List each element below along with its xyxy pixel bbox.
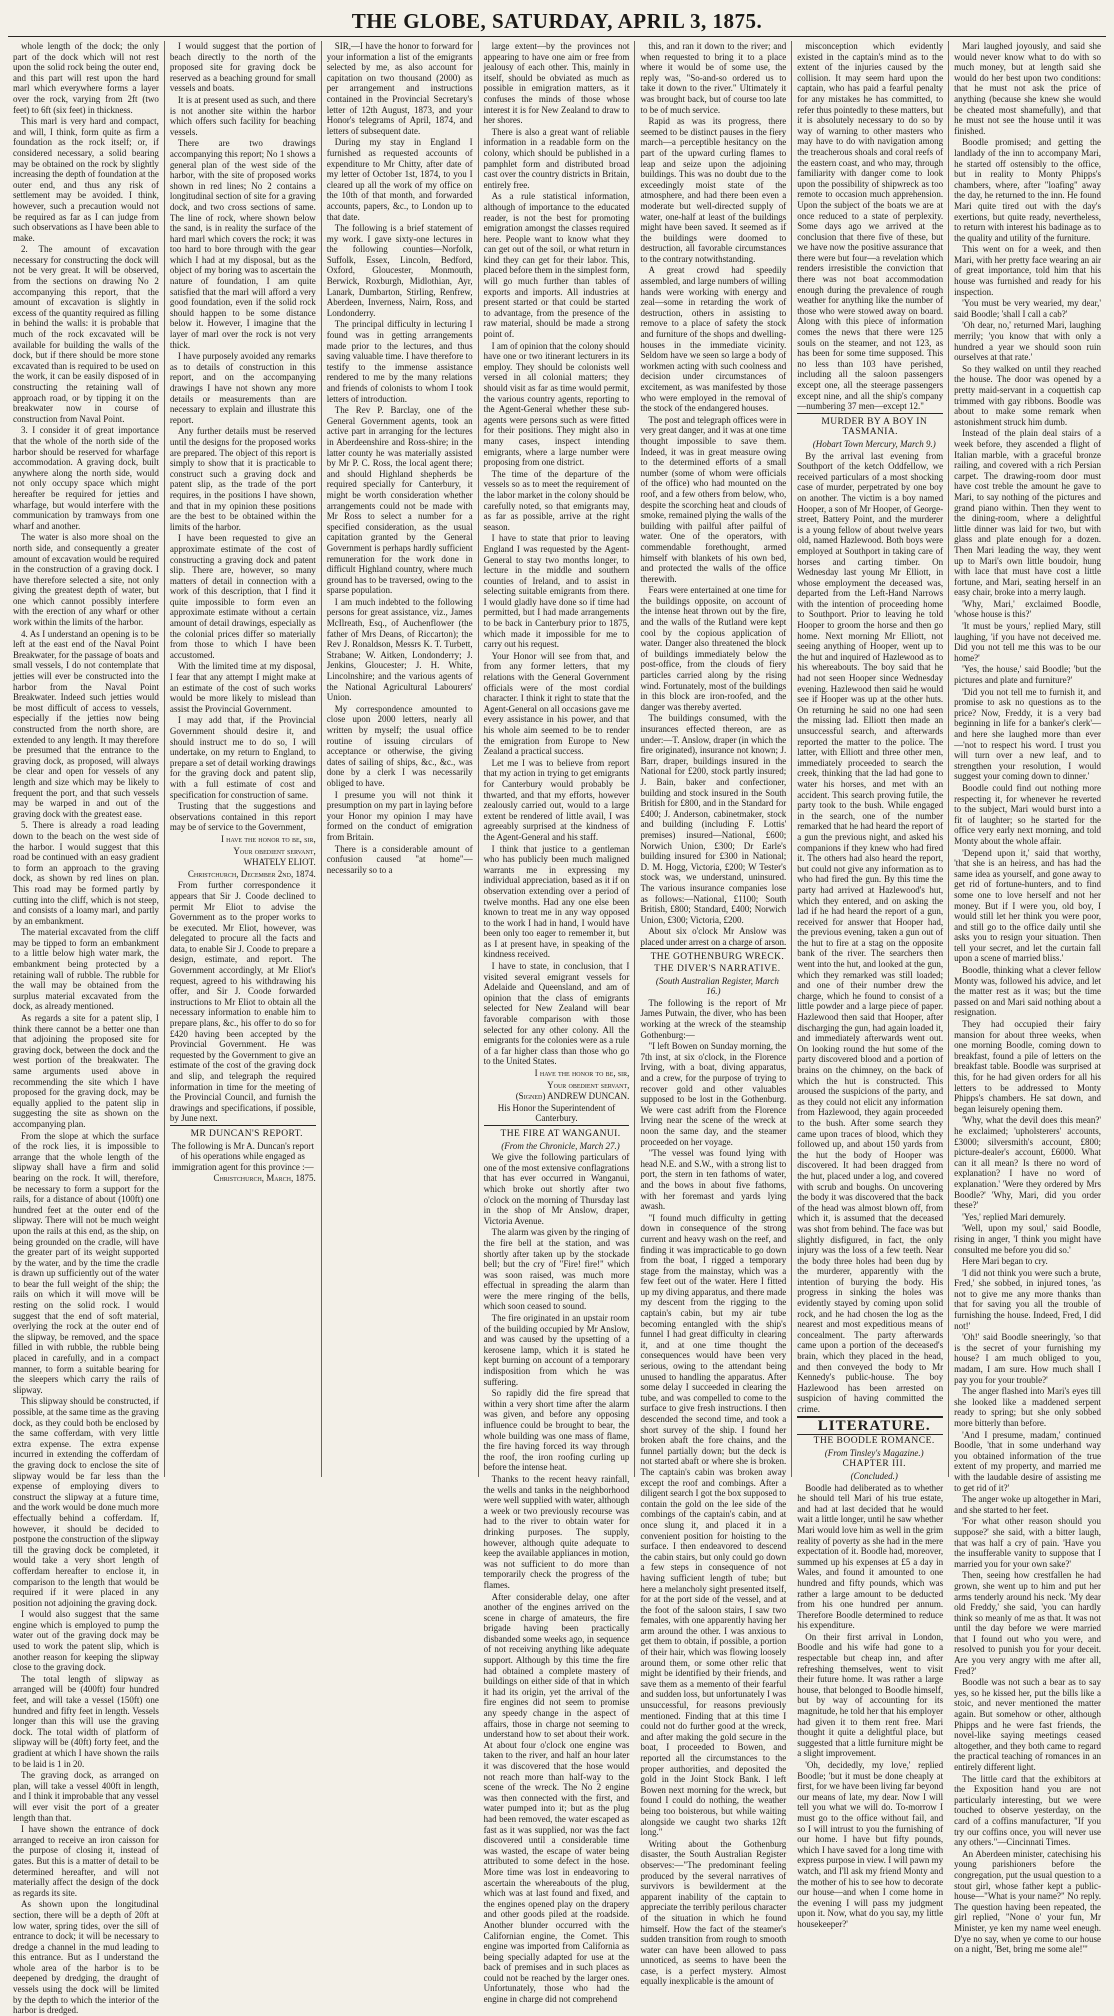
col5-paragraph-8: (Concluded.) <box>850 1470 898 1481</box>
col2-paragraph-25: There is a considerable amount of confusion caused "at home"—necessarily so to a <box>326 843 473 875</box>
col6-paragraph-16: 'Yes,' replied Mari demurely. <box>962 1211 1066 1222</box>
col3-paragraph-11: Your obedient servant, <box>547 1079 630 1090</box>
col2-paragraph-23: My correspondence amounted to close upon 2000 letters, nearly all written by myself; the usual office routine of issuing circulars of acceptance or otherwise, the giving dates of sailing of ships, &c., &c., was done by a clerk I was necessarily obliged to have. <box>326 703 473 788</box>
col3-paragraph-20: Thanks to the recent heavy rainfall, the wells and tanks in the neighborhood were well supplied with water, although a week or two previously recourse was had to the river to obtain water for drinking purposes. The supply, however, although quite adequate to keep the available appliances in motion, was not sufficient to do more than temporarily check the progress of the flames. <box>483 1473 630 1590</box>
col1-paragraph-13: The graving dock, as arranged on plan, will take a vessel 400ft in length, and I think it improbable that any vessel will ever visit the port of a greater length than that. <box>13 1770 159 1823</box>
col1-paragraph-15: As shown upon the longitudinal section, there will be a depth of 20ft at low water, spring tides, over the sill of entrance to dock; it will be necessary to dredge a channel in the mud leading to this entrance. But as I understand the whole area of the harbor is to be deepened by dredging, the draught of vessels using the dock will be limited by the depth to which the interior of the harbor is dredged. <box>13 1899 159 2016</box>
col2-paragraph-16: Christchurch, March, 1875. <box>213 1173 316 1184</box>
col6-paragraph-28: An Aberdeen minister, catechising his young parishioners before the congregation, put the usual question to a stout girl, whose father kept a public-house—"What is your name?" No reply. The question having been repeated, the girl replied, "None o' your fun, Mr Minister, ye ken my name weel eneugh. D'ye no say, when ye come to our house on a night, 'Bet, bring me some ale!'" <box>954 1848 1102 1955</box>
col2-paragraph-20: The principal difficulty in lecturing I found was in getting arrangements made prior to the lectures, and thus saving valuable time. I have therefore to testify to the immense assistance rendered to me by the many relations and friends of colonists to whom I took letters of introduction. <box>326 319 473 404</box>
col5-paragraph-5: THE BOODLE ROMANCE. <box>813 1436 935 1447</box>
col4-paragraph-5: The buildings consumed, with the insurances effected thereon, are as under:—T. Anslow, draper (in which the fire originated), insurance not known; J. Barr, draper, buildings insured in the National for £200, stock partly insured; J. Bain, baker and confectioner, building and stock insured in the South British for £800, and in the Standard for £400; J. Anderson, cabinetmaker, stock and building (including F. Lottis' premises) insured—National, £600; Norwich Union, £300; Dr Earle's building insured for £300 in National; D. M. Hogg, Victoria, £200; W Tester's stock was, we understand, uninsured. The various insurance companies lose as follows:—National, £1100; South British, £800; Standard, £400; Norwich Union, £300; Victoria, £200. <box>640 713 787 925</box>
col6-paragraph-22: 'And I presume, madam,' continued Boodle, 'that in some underhand way you obtained information of the true extent of my property, and married me with the laudable desire of assisting me to get rid of it?' <box>954 1429 1102 1493</box>
col2-paragraph-4: Any further details must be reserved until the designs for the proposed works are prepared. The object of this report is simply to show that it is practicable to construct such a graving dock and patent slip, as the trade of the port requires, in the positions I have shown, and that in my opinion these positions are the best to be obtained within the limits of the harbor. <box>169 426 316 532</box>
col3-paragraph-6: Your Honor will see from that, and from any former letters, that my relations with the General Government officials were of the most cordial character. I think it right to state that the Agent-General on all occasions gave me every assistance in his power, and that his whole aim seemed to be to render the emigration from Europe to New Zealand a practical success. <box>483 650 630 757</box>
col6-paragraph-24: 'For what other reason should you suppose?' she said, with a bitter laugh, that was half a cry of pain. 'Have you the insufferable vanity to suppose that I married you for your own sake?' <box>954 1516 1102 1569</box>
col6-paragraph-12: 'Depend upon it,' said that worthy, 'that she is an heiress, and has had the same idea as yourself, and gone away to get rid of fortune-hunters, and to find some one to love herself and not her money. But if I were you, old boy, I would still let her think you were poor, and still go to the office daily until she asks you to resign your situation. Then tell your secret, and let the curtain fall upon a scene of married bliss.' <box>954 847 1102 964</box>
col5-paragraph-10: On their first arrival in London, Boodle and his wife had gone to a respectable but cheap inn, and after refreshing themselves, went to visit their future home. It was rather a large house, that belonged to Boodle himself, but by way of accounting for its magnitude, he told her that his employer had given it to them rent free. Mari thought it quite a delightful place, but suggested that a little furniture might be a slight improvement. <box>797 1631 944 1759</box>
col6-paragraph-9: 'Yes, the house,' said Boodle; 'but the pictures and plate and furniture?' <box>954 664 1102 686</box>
col6-paragraph-27: The little card that the exhibitors at the Exposition hand you are not particularly interesting, but we were touched to observe yesterday, on the card of a coffins manufacturer, "If you try our coffins once, you will never use any others."—Cincinnati Times. <box>954 1773 1102 1848</box>
col1-paragraph-10: This slipway should be constructed, if possible, at the same time as the graving dock, as they could both be enclosed by the same cofferdam, with very little extra expense. The extra expense incurred in extending the cofferdam of the graving dock to enclose the site of slipway would be far less than the expense of employing divers to construct the slipway at a future time, and the work would be done much more effectually behind a cofferdam. If, however, it should be decided to postpone the construction of the slipway till the graving dock be completed, it would take a very short length of cofferdam hereafter to enclose it, in comparison to the length that would be required if it were placed in any position not adjoining the graving dock. <box>13 1396 159 1608</box>
col4-paragraph-14: Writing about the Gothenburg disaster, the South Australian Register observes:—"The predominant feeling produced by the several narratives of survivors is bewilderment at the apparent inability of the captain to appreciate the terribly perilous character of the situation in which he found himself. How the fact of the steamer's sudden transition from rough to smooth water can have been allowed to pass unnoticed, as seems to have been the case, is a perfect mystery. Almost equally inexplicable is the amount of <box>640 1838 787 1987</box>
col3-paragraph-1: There is also a great want of reliable information in a readable form on the colony, which should be published in a pamphlet form and distributed broad cast over the country districts in Britain, entirely free. <box>483 126 630 190</box>
col2-paragraph-0: I would suggest that the portion of beach directly to the north of the proposed site for graving dock be reserved as a beaching ground for small vessels and boats. <box>169 41 316 94</box>
col1-paragraph-1: This marl is very hard and compact, and will, I think, form quite as firm a foundation as the rock itself; or, if considered necessary, a solid bearing may be obtained on the rock by slightly increasing the depth of foundation at the outer end, and thus any risk of settlement may be avoided. I think, however, such a precaution would not be required as far as I can judge from such observations as I have been able to make. <box>13 116 159 243</box>
col6-paragraph-14: They had occupied their fairy mansion for about three weeks, when one morning Boodle, coming down to breakfast, found a pile of letters on the breakfast table. Boodle was surprised at this, for he had given orders for all his letters to be addressed to Monty Phipps's chambers. He sat down, and began leisurely opening them. <box>954 1019 1102 1114</box>
col5-paragraph-1: MURDER BY A BOY IN TASMANIA. <box>797 413 943 438</box>
col2-paragraph-8: Trusting that the suggestions and observations contained in this report may be of service to the Government, <box>169 801 316 833</box>
col3-paragraph-19: So rapidly did the fire spread that within a very short time after the alarm was given, and before any opposing influence could be brought to bear, the whole building was one mass of flame, the fire having forced its way through the roof, the iron roofing curling up before the intense heat. <box>483 1388 630 1473</box>
col4-paragraph-1: Rapid as was its progress, there seemed to be distinct pauses in the fiery march—a perceptible hesitancy on the part of the upward curling flames to leap and seize upon the adjoining buildings. This was no doubt due to the exceedingly moist state of the atmosphere, and had there been even a moderate but well-directed supply of water, one-half at least of the buildings might have been saved. It seemed as if the buildings were doomed to destruction, all favorable circumstances to the contrary notwithstanding. <box>640 116 787 264</box>
col2-paragraph-11: WHATELY ELIOT. <box>243 857 316 868</box>
col1-paragraph-11: I would also suggest that the same engine which is employed to pump the water out of the graving dock may be used to work the patent slip, which is another reason for keeping the slipway close to the graving dock. <box>13 1609 159 1673</box>
col1-paragraph-6: 5. There is already a road leading down to the beach on the west side of the harbor. I would suggest that this road be continued with an easy gradient to form an approach to the graving dock, as shown by red lines on plan. This road may be formed partly by cutting into the cliff, which is not steep, and consists of a loamy marl, and partly by an embankment. <box>13 820 159 926</box>
col3-paragraph-0: large extent—by the provinces not appearing to have one aim or free from jealousy of each other. This, mainly in itself, should be obviated as much as possible in emigration matters, as it confuses the minds of those whose interest it is for New Zealand to draw to her shores. <box>483 41 630 126</box>
col6-paragraph-4: 'Oh dear, no,' returned Mari, laughing merrily; 'you know that with only a hundred a year we should soon ruin ourselves at that rate.' <box>954 320 1102 363</box>
col6-paragraph-13: Boodle, thinking what a clever fellow Monty was, followed his advice, and let the matter rest as it was; but the time passed on and Mari said nothing about a resignation. <box>954 965 1102 1018</box>
col1-paragraph-5: 4. As I understand an opening is to be left at the east end of the Naval Point Breakwater, for the passage of boats and small vessels, I do not contemplate that jetties will ever be constructed into the harbor from the Naval Point Breakwater. Indeed such jetties would be most difficult of access to vessels, especially if the jetties now being constructed from the north shore, are extended to any length. It may therefore be presumed that the entrance to the graving dock, as proposed, will always be clear and open for vessels of any length and size which may be likely to frequent the port, and that such vessels may be warped in and out of the graving dock with the greatest ease. <box>13 628 159 819</box>
col2-paragraph-18: During my stay in England I furnished as requested accounts of expenditure to Mr Chitty, after date of my letter of October 1st, 1874, to you I cleared up all the work of my office on the 10th of that month, and forwarded accounts, papers, &c., to London up to that date. <box>326 137 473 222</box>
col2-paragraph-12: Christchurch, December 2nd, 1874. <box>187 868 316 879</box>
col3-paragraph-16: We give the following particulars of one of the most extensive conflagrations that has ever occurred in Wanganui, which broke out shortly after two o'clock on the morning of Thursday last in the shop of Mr Anslow, draper, Victoria Avenue. <box>483 1152 630 1226</box>
col4-paragraph-8: THE DIVER'S NARRATIVE. <box>654 964 781 975</box>
col5-paragraph-0: misconception which evidently existed in the captain's mind as to the extent of the injuries caused by the collision. It may seem hard upon the captain, who has paid a fearful penalty for any mistakes he has committed, to refer thus pointedly to these matters, but it is absolutely necessary to do so by way of warning to other masters who may have to do with navigation among the treacherous shoals and coral reefs of the eastern coast, and who may, through familiarity with danger come to look upon the possibility of shipwreck as too remote to occasion much apprehension. Upon the subject of the boats we are at once reduced to a state of perplexity. Some days ago we arrived at the conclusion that there five of these, but we have now the positive assurance that there were but four—a revelation which renders irresistible the conviction that there was not boat accommodation enough during the prevalence of rough weather for anything like the number of those who were stowed away on board. Along with this piece of information comes the news that there were 125 souls on the steamer, and not 123, as has been for some time supposed. This no less than 103 have perished, including all the saloon passengers except one, all the steerage passengers except nine, and all the ship's company—numbering 37 men—except 12." <box>797 41 944 412</box>
column-1 <box>8 41 165 2016</box>
col6-paragraph-21: The anger flashed into Mari's eyes till she looked like a maddened serpent ready to spring; but she only sobbed more bitterly than before. <box>954 1386 1102 1428</box>
col6-paragraph-23: The anger woke up altogether in Mari, and she started to her feet. <box>954 1494 1102 1515</box>
col4-paragraph-11: "I left Bowen on Sunday morning, the 7th inst, at six o'clock, in the Florence Irving, with a boat, diving apparatus, and a crew, for the purpose of trying to recover gold and other valuables supposed to be lost in the Gothenburg. We were cast adrift from the Florence Irving near the scene of the wreck at noon the same day, and the steamer proceeded on her voyage. <box>640 1041 787 1147</box>
col6-paragraph-19: 'I did not think you were such a brute, Fred,' she sobbed, in injured tones, 'as not to give me any more thanks than that for saving you all the trouble of furnishing the house. Indeed, Fred, I did not!' <box>954 1267 1102 1331</box>
col1-paragraph-7: The material excavated from the cliff may be tipped to form an embankment to a little below high water mark, the embankment being protected by a retaining wall of rubble. The rubble for the wall may be obtained from the surplus material excavated from the dock, as already mentioned. <box>13 927 159 1012</box>
col3-paragraph-10: I have the honor to be, sir, <box>534 1068 630 1078</box>
col4-paragraph-6: About six o'clock Mr Anslow was placed under arrest on a charge of arson. <box>640 926 787 947</box>
column-6 <box>792 41 949 1929</box>
column-2 <box>165 41 322 1477</box>
col5-paragraph-2: (Hobart Town Mercury, March 9.) <box>812 438 936 449</box>
col3-paragraph-14: THE FIRE AT WANGANUI. <box>484 1125 630 1140</box>
col3-paragraph-13: His Honor the Superintendent of Canterbury. <box>497 1102 616 1124</box>
col6-paragraph-1: Boodle promised; and getting the landlady of the inn to accompany Mari, he started off ostensibly to the office, but in reality to Monty Phipps's chambers, where, after "loafing" away the day, he returned to the inn. He found Mari quite tired out with the day's exertions, but quite ready, nevertheless, to return with interest his badinage as to the quality and utility of the furniture. <box>954 137 1102 243</box>
col5-paragraph-9: Boodle had deliberated as to whether he should tell Mari of his true estate, and had at last decided that he would wait a little longer, until he saw whether Mari would love him as well in the grim reality of poverty as she had in the mere expectation of it. Boodle had, moreover, summed up his expenses at £5 a day in Wales, and found it amounted to one hundred and fifty pounds, which was rather a large amount to be deducted from his one hundred per annum. Therefore Boodle determined to reduce his expenditure. <box>797 1482 944 1631</box>
col6-paragraph-6: Instead of the plain deal stairs of a week before, they ascended a flight of Italian marble, with a graceful bronze railing, and covered with a rich Persian carpet. The drawing-room door must have cost treble the amount he gave to Mari, to say nothing of the pictures and grand piano within. Then they went to the dining-room, where a delightful little dinner was laid for two, but with glass and plate enough for a dozen. Then Mari leading the way, they went up to Mari's own little boudoir, hung with lace that must have cost a little fortune, and Mari, seating herself in an easy chair, broke into a merry laugh. <box>954 428 1102 598</box>
column-3 <box>322 41 479 1477</box>
col6-paragraph-7: 'Why, Mari,' exclaimed Boodle, 'whose house is this?' <box>954 598 1102 620</box>
col3-paragraph-8: I think that justice to a gentleman who has publicly been much maligned warrants me in expressing my individual appreciation, based as it if on observation extending over a period of twelve months. Had any one else been known to treat me in any way opposed to the work I had in hand, I would have been only too eager to remember it, but as I at present have, in speaking of the kindness received. <box>483 843 630 960</box>
col6-paragraph-0: Mari laughed joyously, and said she would never know what to do with so much money, but at length said she would do her best upon two conditions: that he must not ask the price of anything (because she knew she would be cheated most shamefully), and that he must not see the house until it was finished. <box>954 41 1102 136</box>
col2-paragraph-9: I have the honor to be, sir, <box>220 833 316 844</box>
col3-paragraph-18: The fire originated in an upstair room of the building occupied by Mr Anslow, and was caused by the upsetting of a kerosene lamp, which it is stated he kept burning on account of a temporary indisposition from which he was suffering. <box>483 1313 630 1387</box>
col1-paragraph-2: 2. The amount of excavation necessary for constructing the dock will not be very great. It will be observed, from the sections on drawing No 2 accompanying this report, that the amount of excavation is slightly in excess of the quantity required as filling in behind the walls: it is probable that much of the rock excavated will be available for building the walls of the dock, but if there should be more stone excavated than is required to be used on the work, it can be easily disposed of in constructing the retaining wall of approach road, or by tipping it on the breakwater now in course of construction from Naval Point. <box>13 244 159 424</box>
col6-paragraph-3: 'You must be very wearied, my dear,' said Boodle; 'shall I call a cab?' <box>954 298 1102 319</box>
col4-paragraph-12: "The vessel was found lying with head N.E. and S.W., with a strong list to port, the stern in ten fathoms of water, and the bows in about five fathoms, with her foremast and yards lying awash. <box>640 1148 787 1212</box>
columns <box>8 41 1106 2016</box>
col4-paragraph-7: THE GOTHENBURG WRECK. <box>640 948 786 963</box>
col6-paragraph-20: 'Oh!' said Boodle sneeringly, 'so that is the secret of your furnishing my house? I am much obliged to you, madam, I am sure. How much shall I pay you for your trouble?' <box>954 1332 1102 1385</box>
col5-paragraph-4: LITERATURE. <box>797 1416 943 1436</box>
col6-paragraph-5: So they walked on until they reached the house. The door was opened by a pretty maid-servant in a coquettish cap trimmed with gay ribbons. Boodle was about to make some remark when astonishment struck him dumb. <box>954 363 1102 427</box>
col1-paragraph-12: The total length of slipway as arranged will be (400ft) four hundred feet, and will take a vessel (150ft) one hundred and fifty feet in length. Vessels longer than this will use the graving dock. The total width of platform of slipway will be (40ft) forty feet, and the gradient at which I have shown the rails to be laid is 1 in 20. <box>13 1673 159 1769</box>
col1-paragraph-0: whole length of the dock; the only part of the dock which will not rest upon the solid rock being the outer end, and this part will rest upon the hard marl which everywhere forms a layer over the rock, varying from 2ft (two feet) to 6ft (six feet) in thickness. <box>13 41 159 115</box>
col5-paragraph-6: (From Tinsley's Magazine.) <box>824 1447 924 1458</box>
col2-paragraph-22: I am much indebted to the following persons for great assistance, viz., James McIlreath, Esq., of Auchenflower (the father of Mrs Deans, of Riccarton); the Rev J. Ronaldson, Messrs K. T. Turbett, Strabane; W. Aitken, Londonderry; J. Jenkins, Gloucester; J. H. White, Lincolnshire; and the various agents of the National Agricultural Labourers' Union. <box>326 596 473 703</box>
col4-paragraph-9: (South Australian Register, March 16.) <box>655 975 779 997</box>
col6-paragraph-18: Here Mari began to cry. <box>962 1256 1048 1267</box>
col3-paragraph-21: After considerable delay, one after another of the engines arrived on the scene in charge of amateurs, the fire brigade having been practically disbanded some weeks ago, in sequence of not receiving anything like adequate support. Although by this time the fire had obtained a complete mastery of buildings on either side of that in which it had its origin, yet the arrival of the fire engines did not seem to promise any speedy change in the aspect of affairs, those in charge not seeming to understand how to set about their work. At about four o'clock one engine was taken to the river, and half an hour later it was discovered that the hose would not reach more than half-way to the scene of the wreck. The No 2 engine was then connected with the first, and water pumped into it; but as the plug had been removed, the water escaped as fast as it was supplied, nor was the fact discovered until a considerable time was wasted, the escape of water being attributed to some defect in the hose. More time was lost in endeavoring to ascertain the whereabouts of the plug, which was at last found and fixed, and the engines opened play on the drapery and other goods piled at the roadside. Another blunder occurred with the Californian engine, the Comet. This engine was imported from California as being specially adapted for use at the back of premises and in such places as could not be reached by the larger ones. Unfortunately, those who had the engine in charge did not comprehend <box>483 1591 630 2005</box>
col3-paragraph-4: The time of the departure of the vessels so as to meet the requirement of the labor market in the colony should be carefully noted, so that emigrants may, as far as possible, arrive at the right season. <box>483 468 630 532</box>
col3-paragraph-17: The alarm was given by the ringing of the fire bell at the station, and was shortly after taken up by the stockade bell; but the cry of "Fire! fire!" which was soon raised, was much more effectual in spreading the alarm than were the mere ringing of the bells, which soon ceased to sound. <box>483 1227 630 1312</box>
col5-paragraph-3: By the arrival last evening from Southport of the ketch Oddfellow, we received particulars of a most shocking case of murder, perpetrated by one boy on another. The victim is a boy named Hooper, a son of Mr Hooper, of George-street, Battery Point, and the murderer is a young fellow of about twelve years old, named Hazlewood. Both boys were employed at Southport in taking care of horses and carting timber. On Wednesday last young Mr Elliott, in whose employment the deceased was, departed from the Left-Hand Narrows with the intention of proceeding home to Southport. Prior to leaving he told Hooper to groom the horse and then go home. Next morning Mr Elliott, not seeing anything of Hooper, went up to the hut and inquired of Hazlewood as to his whereabouts. The boy said that he had not seen Hooper since Wednesday evening. Hazlewood then said he would see if Hooper was up at the other huts. On returning he said no one had seen the missing lad. Elliott then made an unsuccessful search, and afterwards reported the matter to the police. The latter, with Elliott and three other men, immediately proceeded to search the creek, thinking that the lad had gone to water his horses, and met with an accident. This search proving futile, the party took to the bush. While engaged in the search, one of the number remarked that he had heard the report of a gun the previous night, and asked his companions if they knew who had fired it. The others had also heard the report, but could not give any information as to who had fired the gun. By this time the party had arrived at Hazlewood's hut, which they entered, and on asking the lad if he had heard the report of a gun, received for answer that Hooper had, the previous evening, taken a gun out of the hut to fire at a stag on the opposite bank of the river. The searchers then went into the hut, and looked at the gun, which they remarked was still loaded; and one of their number drew the charge, which he found to consist of a little powder and a large piece of paper. Hazlewood then said that Hooper, after discharging the gun, had again loaded it, and immediately afterwards went out. On looking round the hut some of the party discovered blood and a portion of brains on the chimney, on the back of which the hut is constructed. This aroused the suspicions of the party, and as they could not elicit any information from Hazlewood, they again proceeded to the bush. After some search they came upon traces of blood, which they followed up, and about 150 yards from the hut the body of Hooper was discovered. It had been dragged from the hut, placed under a log, and covered with scrub and boughs. On uncovering the body it was discovered that the back of the head was almost blown off, from which it, is assumed that the deceased was shot from behind. The face was but slightly disfigured, in fact, the only injury was the loss of a few teeth. Near the body three holes had been dug by the murderer, apparently with the intention of burying the body. His progress in sinking the holes was evidently stayed by coming upon solid rock, and he had chosen the log as the nearest and most expeditious means of concealment. The party afterwards came upon a portion of the deceased's brain, which they placed in the head, and then conveyed the body to Mr Kennedy's public-house. The boy Hazlewood has been arrested on suspicion of having committed the crime. <box>797 450 944 1414</box>
col3-paragraph-5: I have to state that prior to leaving England I was requested by the Agent-General to stay two months longer, to lecture in the middle and southern counties of Ireland, and to assist in selecting suitable emigrants from there. I would gladly have done so if time had permitted, but I had made arrangements to be back in Canterbury prior to 1875, which made it impossible for me to carry out his request. <box>483 533 630 650</box>
col5-paragraph-11: 'Oh, decidedly, my love,' replied Boodle; 'but it must be done cheaply at first, for we have been living far beyond our means of late, my dear. Now I will tell you what we will do. To-morrow I must go to the office without fail, and so I will intrust to you the furnishing of our home. I have but fifty pounds, which I have saved for a long time with express purpose in view. I will pawn my watch, and I'll ask my friend Monty and the mother of his to see how to decorate our house—and when I come home in the evening I will pass my judgment upon it. Now, what do you say, my little housekeeper?' <box>797 1760 944 1929</box>
col5-paragraph-7: CHAPTER III. <box>842 1459 906 1470</box>
col3-paragraph-2: As a rule statistical information, although of importance to the educated reader, is not the best for promoting emigration amongst the classes required here. People want to know what they can get out of the soil, or what return in kind they can get for their labor. This, placed before them in the simplest form, will go much further than tables of exports and imports. All industries at present started or that could be started to advantage, from the presence of the raw material, should be made a strong point of. <box>483 191 630 340</box>
col4-paragraph-3: The post and telegraph offices were in very great danger, and it was at one time thought impossible to save them. Indeed, it was in great measure owing to the determined efforts of a small number (some of whom were officials of the office) who had mounted on the roof, and a few others from below, who, despite the scorching heat and clouds of smoke, remained plying the walls of the building with pailful after pailful of water. One of the operators, with commendable forethought, armed himself with blankets of his own bed, and protected the walls of the office therewith. <box>640 414 787 584</box>
col6-paragraph-26: Boodle was not such a bear as to say yes, so he kissed her, put the bills like a stoic, and never mentioned the matter again. But somehow or other, although Phipps and he were fast friends, the novel-like saying meetings ceased altogether, and they both came to regard the practical teaching of romances in an entirely different light. <box>954 1677 1102 1772</box>
col2-paragraph-2: There are two drawings accompanying this report; No 1 shows a general plan of the west side of the harbor, with the site of proposed works shown in red lines; No 2 contains a longitudinal section of site for a graving dock, and two cross sections of same. The line of rock, where shown below the sand, is in reality the surface of the hard marl which covers the rock; it was too hard to bore through with the gear which I had at my disposal, but as the object of my boring was to ascertain the nature of foundation, I am quite satisfied that the marl will afford a very good foundation, even if the solid rock should happen to be some distance below it. However, I imagine that the layer of marl over the rock is not very thick. <box>169 138 316 350</box>
col4-paragraph-2: A great crowd had speedily assembled, and large numbers of willing hands were working with energy and zeal—some in retarding the work of destruction, others in assisting to remove to a place of safety the stock and furniture of the shops and dwelling-houses in the immediate vicinity. Seldom have we seen so large a body of workmen acting with such coolness and decision under circumstances of excitement, as was manifested by those who were employed in the removal of the stock of the endangered houses. <box>640 265 787 414</box>
col6-paragraph-25: Then, seeing how crestfallen he had grown, she went up to him and put her arms tenderly around his neck. 'My dear old Freddy,' she said, 'you can hardly think so meanly of me as that. It was not until the day before we were married that I found out who you were, and resolved to punish you for your deceit. Are you very angry with me after all, Fred?' <box>954 1570 1102 1676</box>
col2-paragraph-1: It is at present used as such, and there is not another site within the harbor which offers such facility for beaching vessels. <box>169 94 316 137</box>
col6-paragraph-11: Boodle could find out nothing more respecting it, for whenever he reverted to the subject, Mari would burst into a fit of laughter; so he started for the office very early next morning, and told Monty about the whole affair. <box>954 782 1102 846</box>
col2-paragraph-19: The following is a brief statement of my work. I gave sixty-one lectures in the following counties—Norfolk, Suffolk, Essex, Lincoln, Bedford, Oxford, Gloucester, Monmouth, Berwick, Roxburgh, Midlothian, Ayr, Lanark, Dumbarton, Stirling, Renfrew, Aberdeen, Inverness, Nairn, Ross, and Londonderry. <box>326 223 473 318</box>
col6-paragraph-15: 'Why, what the devil does this mean?' he exclaimed; 'upholsterers' accounts, £3000; silversmith's account, £800; picture-dealer's account, £6000. What can it all mean? Is there no word of explanation? I have no word of explanation.' 'Were they ordered by Mrs Boodle?' 'Why, Mari, did you order these?' <box>954 1115 1102 1211</box>
col2-paragraph-14: MR DUNCAN'S REPORT. <box>170 1125 316 1140</box>
col2-paragraph-13: From further correspondence it appears that Sir J. Coode declined to permit Mr Eliot to advise the Government as to the proper works to be executed. Mr Eliot, however, was delegated to procure all the facts and data, to enable Sir J. Coode to prepare a design, estimate, and report. The Government accordingly, at Mr Eliot's request, agreed to his withdrawing his offer, and Sir J. Coode forwarded instructions to Mr Eliot to obtain all the necessary information to enable him to prepare plans, &c., his offer to do so for £420 having been accepted by the Provincial Government. He was requested by the Government to give an estimate of the cost of the graving dock and slip, and telegraph the required information in time for the meeting of the Provincial Council, and furnish the drawings and specifications, if possible, by June next. <box>169 880 316 1124</box>
col3-paragraph-15: (From the Chronicle, March 27.) <box>501 1140 620 1151</box>
column-4 <box>479 41 636 2005</box>
col3-paragraph-12: (Signed) ANDREW DUNCAN. <box>515 1091 630 1102</box>
col6-paragraph-2: This went on for a week, and then Mari, with her pretty face wearing an air of great importance, told him that his house was furnished and ready for his inspection. <box>954 244 1102 297</box>
col1-paragraph-3: 3. I consider it of great importance that the whole of the north side of the harbor should be reserved for wharfage accommodation. A graving dock, built anywhere along the north side, would not only occupy space which might hereafter be required for jetties and wharfage, but would interfere with the communication by tramways from one wharf and another. <box>13 425 159 531</box>
col4-paragraph-10: The following is the report of Mr James Putwain, the diver, who has been working at the wreck of the steamship Gothenburg:— <box>640 997 787 1040</box>
col1-paragraph-4: The water is also more shoal on the north side, and consequently a greater amount of excavation would be required in the construction of a graving dock. I have therefore selected a site, not only giving the greatest depth of water, but one which cannot possibly interfere with the erection of any wharf or other work within the limits of the harbor. <box>13 532 159 628</box>
col2-paragraph-3: I have purposely avoided any remarks as to details of construction in this report, and on the accompanying drawings I have not shown any more details or measurements than are necessary to explain and illustrate this report. <box>169 351 316 425</box>
col3-paragraph-7: Let me I was to believe from report that my action in trying to get emigrants for Canterbury would probably be thwarted, and that my efforts, however zealously carried out, would to a large extent be rendered of little avail, I was agreeably surprised at the kindness of the Agent-General and his staff. <box>483 757 630 842</box>
col2-paragraph-24: I presume you will not think it presumption on my part in laying before your Honor my opinion I may have formed on the conduct of emigration from Britain. <box>326 789 473 842</box>
col2-paragraph-5: I have been requested to give an approximate estimate of the cost of constructing a graving dock and patent slip. There are, however, so many matters of detail in connection with a work of this description, that I find it quite impossible to form even an approximate estimate without a certain amount of detail drawings, especially as the colonial prices differ so materially from those to which I have been accustomed. <box>169 533 316 660</box>
col4-paragraph-0: this, and ran it down to the river; and when requested to bring it to a place where it would be of some use, the reply was, "So-and-so ordered us to take it down to the river." Ultimately it was brought back, but of course too late to be of much service. <box>640 41 787 115</box>
col6-paragraph-17: 'Well, upon my soul,' said Boodle, rising in anger, 'I think you might have consulted me before you did so.' <box>954 1223 1102 1255</box>
col2-paragraph-15: The following is Mr A. Duncan's report of his operations while engaged as immigration agent for this province :— <box>171 1140 314 1172</box>
col1-paragraph-9: From the slope at which the surface of the rock lies, it is impossible to arrange that the whole length of the slipway shall have a firm and solid bearing on the rock. It will, therefore, be necessary to form a support for the rails, for a distance of about (100ft) one hundred feet at the outer end of the slipway. There will not be much weight upon the rails at this end, as the ship, on being grounded on the cradle, will have the greater part of its weight supported by the water, and by the time the cradle is drawn up sufficiently out of the water to bear the full weight of the ship; the rails on which it will move will be resting on the solid rock. I would suggest that the end of soft material, overlying the rock at the outer end of the slipway, be removed, and the space filled in with rubble, the rubble being placed in carefully, and in a compact manner, to form a suitable bearing for the sleepers which carry the rails of slipway. <box>13 1130 159 1395</box>
col2-paragraph-6: With the limited time at my disposal, I fear that any attempt I might make at an estimate of the cost of such works would be more likely to mislead than assist the Provincial Government. <box>169 661 316 714</box>
col6-paragraph-10: 'Did you not tell me to furnish it, and promise to ask no questions as to the price? Now, Freddy, it is a very bad beginning in life for a banker's clerk'—and here she laughed more than ever—'not to respect his word. I trust you will turn over a new leaf, and to strengthen your resolution, I would suggest your coming down to dinner.' <box>954 686 1102 782</box>
col1-paragraph-8: As regards a site for a patent slip, I think there cannot be a better one than that adjoining the proposed site for graving dock, between the dock and the west portion of the breakwater. The same arguments used above in recommending the site which I have proposed for the graving dock, may be equally applied to the patent slip in suggesting the site as shown on the accompanying plan. <box>13 1013 159 1129</box>
col4-paragraph-4: Fears were entertained at one time for the buildings opposite, on account of the intense heat thrown out by the fire, and the walls of the Rutland were kept cool by the copious application of water. Danger also threatened the block of buildings immediately below the post-office, from the clouds of fiery particles carried along by the rising wind. Fortunately, most of the buildings in this block are iron-roofed, and the danger was thereby averted. <box>640 585 787 712</box>
column-7 <box>949 41 1106 1955</box>
col4-paragraph-13: "I found much difficulty in getting down in consequence of the strong current and heavy wash on the reef, and finding it was impracticable to go down from the boat, I rigged a temporary stage from the mainstay, which was a few feet out of the water. Here I fitted up my diving apparatus, and there made my descent from the rigging to the captain's cabin, but my air tube becoming entangled with the ship's funnel I had great difficulty in clearing it, and at one time thought the consequences would have been very serious, owing to the attendant being unused to handling the apparatus. After some delay I succeeded in clearing the tube, and was compelled to come to the surface to give fresh instructions. I then descended the second time, and took a short survey of the ship. I found her broken abaft the fore chains, and the funnel partially down; but the deck is not started abaft or where she is broken. The captain's cabin was broken away except the roof and combings. After a diligent search I got the box supposed to contain the gold on the lee side of the combings of the captain's cabin, and at once slung it, and placed it in a convenient position for hoisting to the surface. I then endeavored to descend the cabin stairs, but only could go down a few steps in consequence of not having sufficient length of tube; but here a melancholy sight presented itself, for at the port side of the vessel, and at the foot of the saloon stairs, I saw two females, with one apparently having her arm around the other. I was anxious to get them to obtain, if possible, a portion of their hair, which was flowing loosely around them, or some other relic that might be identified by their friends, and save them as a memento of their fearful and sudden loss, but unfortunately I was unsuccessful, for reasons previously mentioned. Finding that at this time I could not do further good at the wreck, and after making the gold secure in the boat, I proceeded to Bowen, and reported all the circumstances to the proper authorities, and deposited the gold in the Joint Stock Bank. I left Bowen next morning for the wreck, but found I could do nothing, the weather being too boisterous, but while waiting alongside we caught two sharks 12ft long." <box>640 1212 787 1838</box>
col6-paragraph-8: 'It must be yours,' replied Mary, still laughing, 'if you have not deceived me. Did you not tell me this was to be our home?' <box>954 621 1102 663</box>
col2-paragraph-21: The Rev P. Barclay, one of the General Government agents, took an active part in arranging for the lectures in Aberdeenshire and Ross-shire; in the latter county he was materially assisted by Mr P. C. Ross, the local agent there; and should Highland shepherds be required specially for Canterbury, it might be worth consideration whether arrangements could not be made with Mr Ross to select a number for a specified consideration, as the usual capitation granted by the General Government is perhaps hardly sufficient remuneration for the work done in difficult Highland country, where much ground has to be traversed, owing to the sparse population. <box>326 405 473 596</box>
col2-paragraph-7: I may add that, if the Provincial Government should desire it, and should instruct me to do so, I will undertake, on my return to England, to prepare a set of detail working drawings for the graving dock and patent slip, with a full estimate of cost and specification for construction of same. <box>169 715 316 800</box>
col2-paragraph-10: Your obedient servant, <box>233 845 316 856</box>
col3-paragraph-3: I am of opinion that the colony should have one or two itinerant lecturers in its employ. They should be colonists well versed in all colonial matters; they should visit as far as time would permit, the various country agents, reporting to the Agent-General whether these sub-agents were persons such as were fitted for their positions. They might also in many cases, inspect intending emigrants, where a large number were proposing from one district. <box>483 340 630 468</box>
masthead: THE GLOBE, SATURDAY, APRIL 3, 1875. <box>8 6 1106 37</box>
col3-paragraph-9: I have to state, in conclusion, that I visited several emigrant vessels for Adelaide and Queensland, and am of opinion that the class of emigrants selected for New Zealand will bear favorable comparison with those selected for any other colony. All the emigrants for the colonies were as a rule of a far higher class than those who go to the United States. <box>483 961 630 1067</box>
col1-paragraph-14: I have shown the entrance of dock arranged to receive an iron caisson for the purpose of closing it, instead of gates. But this is a matter of detail to be determined hereafter, and will not materially affect the design of the dock as regards its site. <box>13 1824 159 1898</box>
col2-paragraph-17: SIR,—I have the honor to forward for your information a list of the emigrants selected by me, as also account for capitation on two thousand (2000) as per arrangement and instructions contained in the Provincial Secretary's letter of 12th August, 1873, and your Honor's telegrams of April, 1874, and letters of subsequent date. <box>326 41 473 136</box>
column-5 <box>635 41 792 1987</box>
